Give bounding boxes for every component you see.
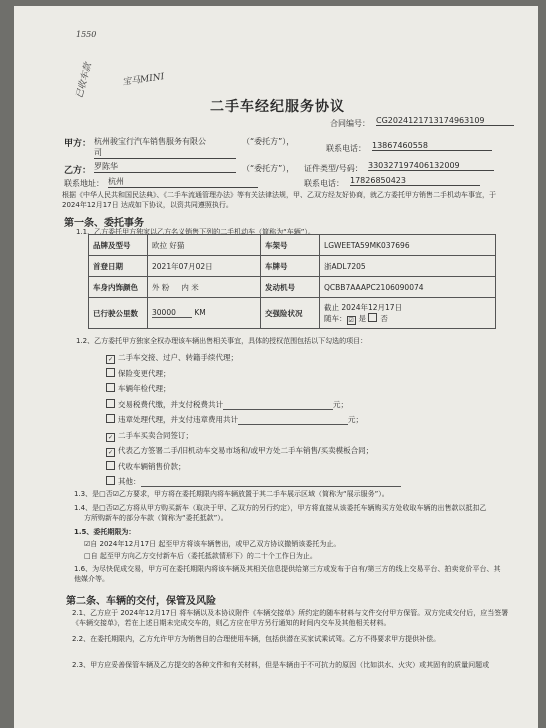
brand-label: 品牌及型号 [89,235,148,256]
option-checkbox[interactable] [106,399,115,408]
reg-date-value: 2021年07月02日 [148,256,261,277]
insurance-label: 交强险状况 [261,298,320,329]
option-unit: 元； [348,415,363,424]
item-1-2: 1.2、乙方委托甲方独家全权办理该车辆出售相关事宜，具体的授权范围包括以下勾选的项目： [76,337,368,345]
mileage-number: 30000 [152,308,192,318]
item-2-1: 2.1、乙方应于 2024年12月17日 将车辆以及本协议附件《车辆交接单》所约定的随车材料与文件交付甲方保管。双方完成交付后，应当签署《车辆交接单》，若在上述日期未完成交车的，则乙方应在甲方另行通知的时间内交车及其他相关材料。 [72,609,509,627]
option-blank-line[interactable] [238,415,348,425]
option-item [106,476,401,487]
item-1-1: 1.1、乙方委托甲方独家以乙方名义销售下列的二手机动车（简称为“车辆”）。 [76,228,315,236]
item-1-4-line1: 1.4、是□否☑乙方将从甲方购买新车（取决于甲、乙双方的另行约定），甲方将直接从该委托车辆购买方处收取车辆的出售款以抵扣乙 [74,504,487,512]
engine-value: QCBB7AAAPC2106090074 [320,277,496,298]
handwritten-note-brand: 宝马MINI [121,72,165,88]
party-a-label: 甲方： [64,139,92,149]
insurance-value [320,298,496,329]
option-item [106,399,348,410]
vin-label: 车架号 [261,235,320,256]
party-b-role: （“委托方”）， [242,164,295,173]
option-label: 代表乙方签署二手/旧机动车交易市场和/或甲方处二手车销售/买卖模板合同； [118,446,374,455]
handwritten-note-side: 已收车款 [74,61,94,100]
item-1-4-line2: 方所购新车的部分车款（简称为“委托抵款”）。 [84,514,228,522]
brand-value: 欧拉 好猫 [148,235,261,256]
option-item [106,430,193,442]
option-item [106,445,373,457]
color-interior: 内 米 [181,282,199,292]
item-1-5-row2: □自 起至甲方向乙方交付新车后（委托抵款情形下）的二十个工作日为止。 [84,552,317,560]
party-b-name: 罗陈华 [94,161,236,173]
party-a-phone-label: 联系电话： [326,144,366,153]
item-1-5-row1: ☑自 2024年12月17日 起至甲方将该车辆售出，或甲乙双方协议撤销该委托为止。 [84,540,341,548]
insurance-yes-checkbox[interactable]: ☑ [348,316,354,324]
option-label: 二手车交接、过户、转籍手续代理； [118,353,238,362]
party-b-id: 330327197406132009 [368,161,494,171]
party-a-name-line2: 司 [94,147,236,159]
insurance-no-checkbox[interactable] [368,313,377,322]
option-label: 交易税费代缴，并支付税费共计 [118,399,223,409]
option-checkbox[interactable] [106,414,115,423]
with-car-label: 随车： [324,313,347,323]
color-value [148,277,261,298]
reg-date-label: 首登日期 [89,256,148,277]
party-b-phone: 17826850423 [350,176,480,186]
preamble: 根据《中华人民共和国民法典》、《二手车流通管理办法》等有关法律法规，甲、乙双方经友好协商，就乙方委托甲方销售二手机动车事宜，于 2024年12月17日 达成如下协议，以资共同遵照执行。 [62,191,496,209]
item-2-3: 2.3、甲方应妥善保管车辆及乙方提交的各种文件和有关材料，但是车辆由于不可抗力的原因（比如洪水、火灾）或其固有的质量问题或 [72,661,490,669]
mileage-unit: KM [194,308,206,317]
option-item [106,414,363,425]
section-1-title: 第一条、委托事务 [64,218,144,229]
insurance-yes-label: 是 [358,313,367,323]
option-unit: 元； [333,399,348,409]
vehicle-table [88,234,496,329]
document-title: 二手车经纪服务协议 [210,99,345,115]
option-checkbox[interactable] [106,368,115,377]
option-checkbox[interactable]: ✓ [107,356,114,363]
engine-label: 发动机号 [261,277,320,298]
party-a-role: （“委托方”）， [242,137,295,146]
color-label: 车身内饰颜色 [89,277,148,298]
option-label: 其他： [118,477,141,486]
address-label: 联系地址： [64,179,104,188]
item-2-2: 2.2、在委托期限内，乙方允许甲方为销售目的合理使用车辆，包括供潜在买家试乘试驾。乙方不得要求甲方提供补偿。 [72,635,441,643]
option-label: 代收车辆销售价款； [118,461,186,471]
item-1-5-title: 1.5、委托期限为： [74,528,136,536]
option-checkbox[interactable] [106,383,115,392]
mileage-value [148,298,261,329]
section-2-title: 第二条、车辆的交付，保管及风险 [66,596,216,607]
party-a-name-line1: 杭州骏宝行汽车销售服务有限公 [94,137,206,146]
color-exterior: 外 粉 [152,282,170,292]
address-value: 杭州 [108,176,258,188]
option-blank-line[interactable] [141,477,401,487]
option-item [106,368,171,379]
option-item [106,383,171,394]
contract-number: CG20241217131749631​09 [376,116,514,126]
party-a-phone: 13867460558 [372,141,492,151]
party-b-label: 乙方： [64,166,92,176]
contract-page [14,6,538,728]
mileage-label: 已行驶公里数 [89,298,148,329]
contract-number-label: 合同编号： [330,119,370,128]
option-checkbox[interactable] [106,461,115,470]
option-label: 保险变更代理； [118,368,171,378]
insurance-date: 截止 2024年12月17日 [324,302,403,312]
option-blank-line[interactable] [223,400,333,410]
vin-value: LGWEETA59MK037696 [320,235,496,256]
insurance-no-label: 否 [380,313,388,323]
insurance-with-car [324,313,491,325]
party-b-id-label: 证件类型/号码： [304,164,363,173]
option-label: 二手车买卖合同签订； [118,430,193,440]
option-label: 车辆年检代理； [118,384,171,393]
option-checkbox[interactable] [106,476,115,485]
option-item [106,461,186,472]
item-1-6: 1.6、为尽快促成交易，甲方可在委托期限内将该车辆及其相关信息提供给第三方或发布于自有/第三方的线上交易平台、拍卖竞价平台、其他媒介等。 [74,565,501,583]
item-1-3: 1.3、是□否☑乙方要求，甲方将在委托期限内将车辆放置于其二手车展示区域（简称为“展示服务”）。 [74,490,389,498]
option-item [106,352,238,364]
handwritten-note-top: 1550 [76,30,97,39]
option-checkbox[interactable]: ✓ [107,433,114,441]
option-checkbox[interactable]: ✓ [107,449,114,456]
option-label: 违章处理代理，并支付违章费用共计 [118,415,238,424]
plate-label: 车牌号 [261,256,320,277]
party-b-phone-label: 联系电话： [304,179,344,188]
plate-value: 浙ADL7205 [320,256,496,277]
